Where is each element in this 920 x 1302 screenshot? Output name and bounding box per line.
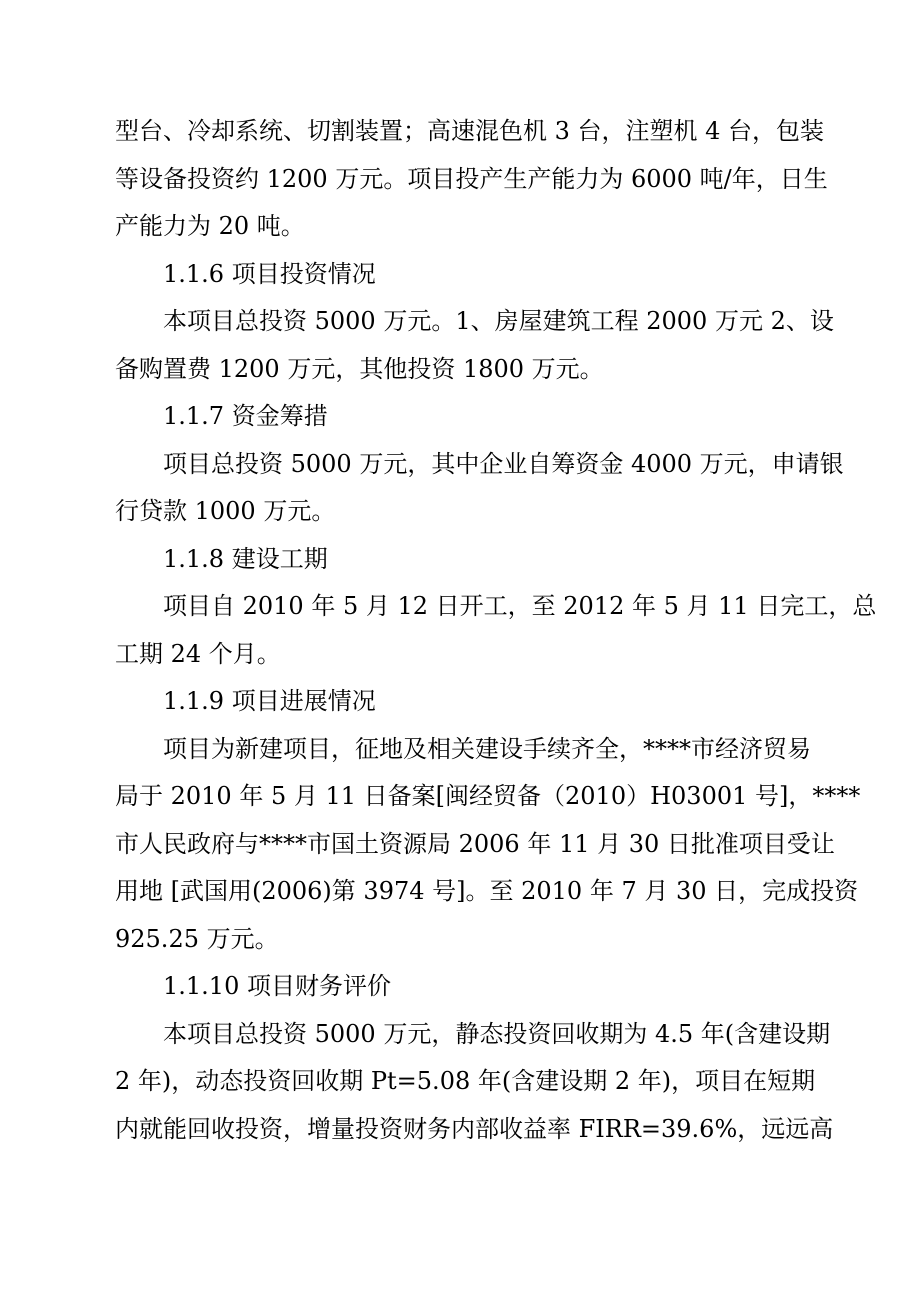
text-line: 项目总投资 5000 万元，其中企业自筹资金 4000 万元，申请银 [163, 449, 844, 478]
section-heading-investment: 1.1.6 项目投资情况 [163, 259, 376, 288]
paragraph-progress [115, 726, 861, 964]
paragraph-funding [115, 441, 844, 536]
paragraph-equipment-capacity [115, 108, 827, 251]
paragraph-schedule [115, 583, 877, 678]
section-heading-progress: 1.1.9 项目进展情况 [163, 687, 376, 715]
text-line: 项目为新建项目，征地及相关建设手续齐全，****市经济贸易 [163, 734, 811, 763]
text-line: 本项目总投资 5000 万元。1、房屋建筑工程 2000 万元 2、设 [163, 307, 834, 335]
paragraph-investment [115, 298, 834, 393]
paragraph-financial-evaluation [115, 1011, 834, 1154]
text-line: 内就能回收投资，增量投资财务内部收益率 FIRR=39.6%，远远高 [115, 1114, 834, 1143]
section-heading-financial-evaluation: 1.1.10 项目财务评价 [163, 972, 391, 1000]
text-line: 局于 2010 年 5 月 11 日备案[闽经贸备（2010）H03001 号]，**** [115, 782, 861, 810]
text-line: 行贷款 1000 万元。 [115, 497, 336, 525]
text-line: 项目自 2010 年 5 月 12 日开工，至 2012 年 5 月 11 日完工，总 [163, 592, 877, 620]
text-line: 市人民政府与****市国土资源局 2006 年 11 月 30 日批准项目受让 [115, 829, 835, 858]
text-line: 925.25 万元。 [115, 924, 279, 953]
text-line: 产能力为 20 吨。 [115, 212, 305, 240]
text-line: 本项目总投资 5000 万元，静态投资回收期为 4.5 年(含建设期 [163, 1019, 831, 1048]
section-heading-funding: 1.1.7 资金筹措 [163, 402, 328, 430]
document-body [115, 108, 877, 1153]
text-line: 备购置费 1200 万元，其他投资 1800 万元。 [115, 354, 604, 383]
text-line: 用地 [武国用(2006)第 3974 号]。至 2010 年 7 月 30 日，完成投资 [115, 877, 859, 905]
text-line: 型台、冷却系统、切割装置；高速混色机 3 台，注塑机 4 台，包装 [115, 117, 825, 145]
text-line: 2 年)，动态投资回收期 Pt=5.08 年(含建设期 2 年)，项目在短期 [115, 1067, 816, 1095]
text-line: 工期 24 个月。 [115, 639, 281, 668]
text-line: 等设备投资约 1200 万元。项目投产生产能力为 6000 吨/年，日生 [115, 164, 828, 193]
section-heading-schedule: 1.1.8 建设工期 [163, 544, 328, 573]
